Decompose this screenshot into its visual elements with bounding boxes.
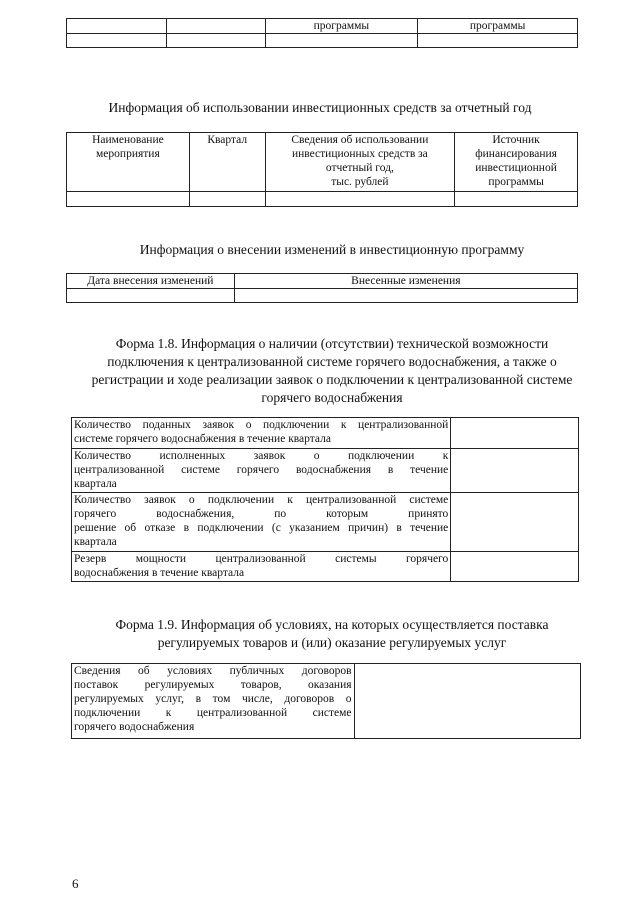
table-cell [189, 192, 265, 207]
header-cell-quarter [189, 133, 265, 192]
top-table-cell: программы [418, 19, 578, 34]
form-1-8-row-value [451, 493, 579, 552]
page-number: 6 [72, 876, 79, 891]
row-line: централизованной системе горячего водоснабжения в течение [74, 464, 449, 476]
heading-line: Форма 1.8. Информация о наличии (отсутствии) технической возможности [115, 336, 549, 351]
row-line: горячего водоснабжения [74, 721, 195, 733]
top-table-cell [418, 34, 578, 48]
table-cell [455, 192, 578, 207]
row-line: поставок регулируемых товаров, оказания [74, 679, 352, 691]
row-line: водоснабжения в течение квартала [74, 567, 245, 579]
row-line: регулируемых услуг, в том числе, договоров о [74, 693, 352, 705]
header-line: отчетный год, [325, 162, 394, 174]
row-line: Количество поданных заявок о подключении к централизованной [74, 419, 449, 431]
top-table-cell [67, 34, 167, 48]
heading-line: горячего водоснабжения [261, 390, 403, 405]
header-line: Наименование [92, 134, 164, 146]
header-line: финансирования [475, 148, 557, 160]
program-changes-table [66, 273, 578, 303]
top-table-cell [265, 34, 418, 48]
form-1-8-row-value [451, 449, 579, 493]
form-1-8-row-label [72, 418, 451, 449]
header-cell-change-date: Дата внесения изменений [67, 274, 235, 289]
header-cell-event-name [67, 133, 190, 192]
row-line: Количество исполненных заявок о подключении к [74, 450, 449, 462]
row-line: Резерв мощности централизованной системы горячего [74, 553, 449, 565]
header-cell-usage-info [265, 133, 455, 192]
heading-line: регулируемых товаров и (или) оказание регулируемых услуг [157, 635, 507, 650]
form-1-8-table [71, 417, 579, 582]
heading-line: регистрации и ходе реализации заявок о подключении к централизованной системе [91, 372, 573, 387]
investment-use-table [66, 132, 578, 207]
header-line: тыс. рублей [331, 176, 389, 188]
row-line: подключении к централизованной системе [74, 707, 352, 719]
row-line: квартала [74, 536, 117, 548]
form-1-8-heading [0, 335, 640, 407]
form-1-8-row-value [451, 418, 579, 449]
header-line: программы [488, 176, 544, 188]
table-cell [265, 192, 455, 207]
table-cell [67, 192, 190, 207]
row-line: квартала [74, 478, 117, 490]
header-line: инвестиционных средств за [291, 148, 428, 160]
form-1-8-row-value [451, 552, 579, 582]
program-changes-heading: Информация о внесении изменений в инвестиционную программу [139, 242, 525, 257]
form-1-9-table [71, 663, 581, 739]
header-cell-changes-made: Внесенные изменения [234, 274, 577, 289]
row-line: горячего водоснабжения, по которым принято [74, 508, 449, 520]
header-line: инвестиционной [475, 162, 557, 174]
row-line: решение об отказе в подключении (с указанием причин) в течение [74, 522, 449, 534]
row-line: системе горячего водоснабжения в течение квартала [74, 433, 331, 445]
investment-use-heading: Информация об использовании инвестиционных средств за отчетный год [108, 100, 532, 115]
top-table [66, 18, 578, 48]
table-cell [234, 289, 577, 303]
top-table-cell [67, 19, 167, 34]
header-cell-funding-source [455, 133, 578, 192]
header-line: мероприятия [96, 148, 160, 160]
form-1-8-row-label [72, 493, 451, 552]
form-1-9-row-label [72, 664, 355, 739]
row-line: Количество заявок о подключении к централизованной системе [74, 494, 449, 506]
header-line: Квартал [207, 134, 248, 146]
top-table-cell [166, 19, 265, 34]
row-line: Сведения об условиях публичных договоров [74, 665, 352, 677]
form-1-8-row-label [72, 552, 451, 582]
top-table-cell [166, 34, 265, 48]
form-1-9-heading [0, 616, 640, 652]
table-cell [67, 289, 235, 303]
top-table-cell: программы [265, 19, 418, 34]
header-line: Сведения об использовании [291, 134, 429, 146]
heading-line: Форма 1.9. Информация об условиях, на которых осуществляется поставка [115, 617, 549, 632]
form-1-9-row-value [354, 664, 580, 739]
heading-line: подключения к централизованной системе горячего водоснабжения, а также о [107, 354, 557, 369]
header-line: Источник [492, 134, 540, 146]
form-1-8-row-label [72, 449, 451, 493]
